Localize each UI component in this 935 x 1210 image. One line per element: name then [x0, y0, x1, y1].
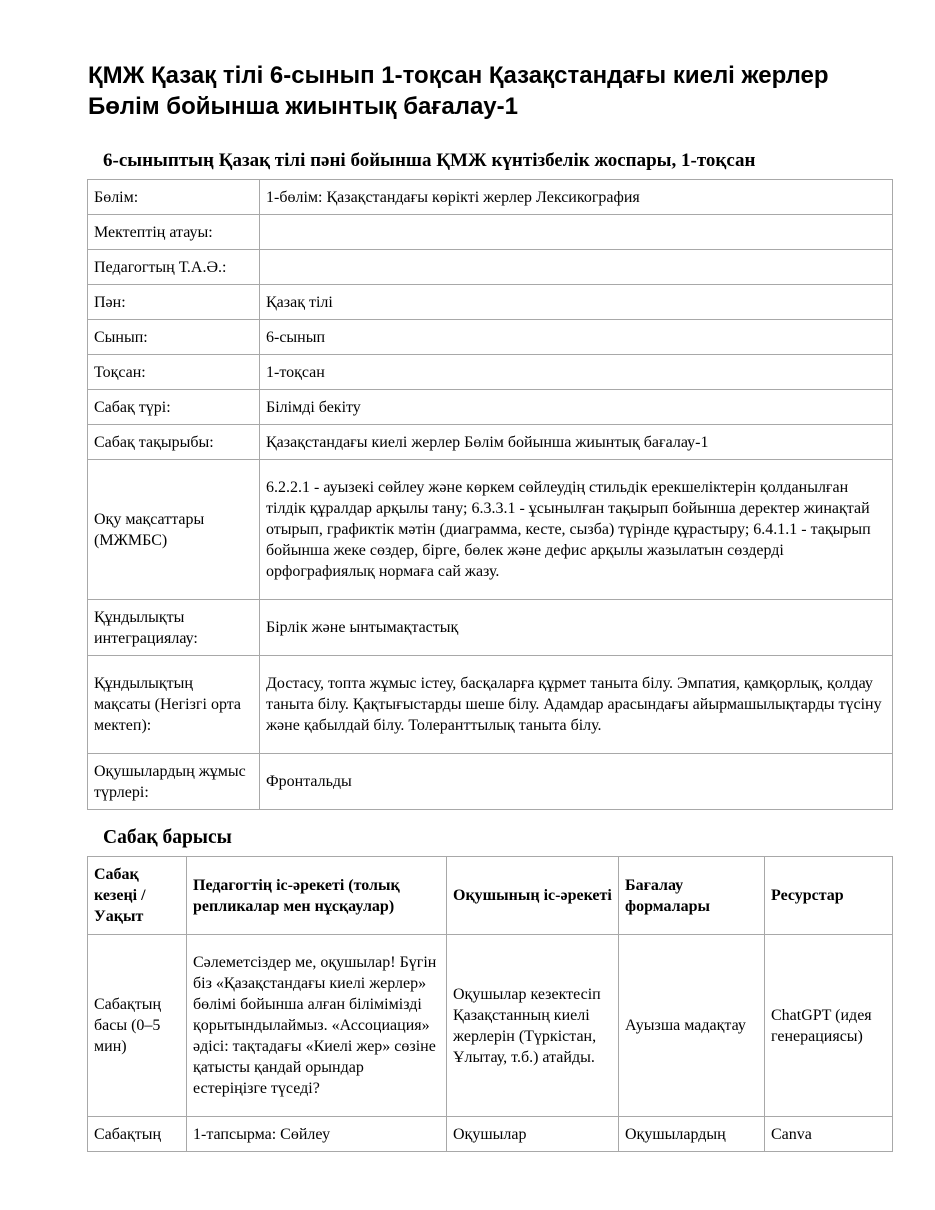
info-label: Оқу мақсаттары (МЖМБС) — [88, 460, 260, 600]
column-header-stage: Сабақ кезеңі / Уақыт — [88, 857, 187, 935]
info-row-teacher — [88, 250, 893, 285]
info-row-work-types — [88, 754, 893, 810]
info-row-objectives — [88, 460, 893, 600]
info-label: Сабақ түрі: — [88, 390, 260, 425]
table-row — [88, 935, 893, 1117]
stage-cell: Сабақтың — [88, 1117, 187, 1152]
info-label: Сынып: — [88, 320, 260, 355]
info-label: Тоқсан: — [88, 355, 260, 390]
info-value: Фронтальды — [260, 754, 893, 810]
resources-cell: ChatGPT (идея генерациясы) — [765, 935, 893, 1117]
info-label: Пән: — [88, 285, 260, 320]
info-row-values-integration — [88, 600, 893, 656]
info-label: Мектептің атауы: — [88, 215, 260, 250]
info-value: Қазақстандағы киелі жерлер Бөлім бойынша жиынтық бағалау-1 — [260, 425, 893, 460]
column-header-assessment: Бағалау формалары — [619, 857, 765, 935]
info-row-quarter — [88, 355, 893, 390]
table-row — [88, 1117, 893, 1152]
info-value — [260, 215, 893, 250]
info-value: 1-бөлім: Қазақстандағы көрікті жерлер Лексикография — [260, 180, 893, 215]
stage-cell: Сабақтың басы (0–5 мин) — [88, 935, 187, 1117]
assessment-cell: Ауызша мадақтау — [619, 935, 765, 1117]
teacher-cell: Сәлеметсіздер ме, оқушылар! Бүгін біз «Қазақстандағы киелі жерлер» бөлімі бойынша алған білімімізді қорытындылаймыз. «Ассоциация» әдісі: тақтадағы «Киелі жер» сөзіне қатысты қандай орындар естеріңізге түседі? — [187, 935, 447, 1117]
info-row-section — [88, 180, 893, 215]
column-header-student: Оқушының іс-әрекеті — [447, 857, 619, 935]
info-value: 6-сынып — [260, 320, 893, 355]
resources-cell: Canva — [765, 1117, 893, 1152]
info-row-lesson-topic — [88, 425, 893, 460]
info-row-school — [88, 215, 893, 250]
info-row-values-goal — [88, 656, 893, 754]
info-label: Оқушылардың жұмыс түрлері: — [88, 754, 260, 810]
info-row-grade — [88, 320, 893, 355]
info-value: Білімді бекіту — [260, 390, 893, 425]
info-row-subject — [88, 285, 893, 320]
info-label: Сабақ тақырыбы: — [88, 425, 260, 460]
column-header-teacher: Педагогтің іс-әрекеті (толық репликалар мен нұсқаулар) — [187, 857, 447, 935]
info-value: 6.2.2.1 - ауызекі сөйлеу және көркем сөйлеудің стильдік ерекшеліктерін қолданылған тілдік құралдар арқылы тану; 6.3.3.1 - ұсынылған тақырып бойынша деректер жинақтай отырып, графиктік мәтін (диаграмма, кесте, сызба) түрінде құрастыру; 6.4.1.1 - тақырып бойынша жеке сөздер, бірге, бөлек және дефис арқылы жазылатын сөздерді орфографиялық нормаға сай жазу. — [260, 460, 893, 600]
lesson-flow-table — [87, 856, 893, 1152]
student-cell: Оқушылар — [447, 1117, 619, 1152]
info-label: Құндылықты интеграциялау: — [88, 600, 260, 656]
lesson-heading: Сабақ барысы — [103, 827, 232, 848]
teacher-cell: 1-тапсырма: Сөйлеу — [187, 1117, 447, 1152]
info-value: Бірлік және ынтымақтастық — [260, 600, 893, 656]
document-title: ҚМЖ Қазақ тілі 6-сынып 1-тоқсан Қазақстандағы киелі жерлер Бөлім бойынша жиынтық бағалау-1 — [88, 62, 829, 120]
info-value: 1-тоқсан — [260, 355, 893, 390]
info-label: Бөлім: — [88, 180, 260, 215]
info-label: Құндылықтың мақсаты (Негізгі орта мектеп): — [88, 656, 260, 754]
lesson-info-table — [87, 179, 893, 810]
info-value — [260, 250, 893, 285]
column-header-resources: Ресурстар — [765, 857, 893, 935]
lesson-header-row — [88, 857, 893, 935]
info-value: Достасу, топта жұмыс істеу, басқаларға құрмет таныта білу. Эмпатия, қамқорлық, қолдау таныта білу. Қақтығыстарды шеше білу. Адамдар арасындағы айырмашылықтарды түсіну және қабылдай білу. Толеранттылық таныта білу. — [260, 656, 893, 754]
plan-heading: 6-сыныптың Қазақ тілі пәні бойынша ҚМЖ күнтізбелік жоспары, 1-тоқсан — [103, 150, 756, 171]
assessment-cell: Оқушылардың — [619, 1117, 765, 1152]
info-value: Қазақ тілі — [260, 285, 893, 320]
info-row-lesson-type — [88, 390, 893, 425]
info-label: Педагогтың Т.А.Ә.: — [88, 250, 260, 285]
student-cell: Оқушылар кезектесіп Қазақстанның киелі жерлерін (Түркістан, Ұлытау, т.б.) атайды. — [447, 935, 619, 1117]
